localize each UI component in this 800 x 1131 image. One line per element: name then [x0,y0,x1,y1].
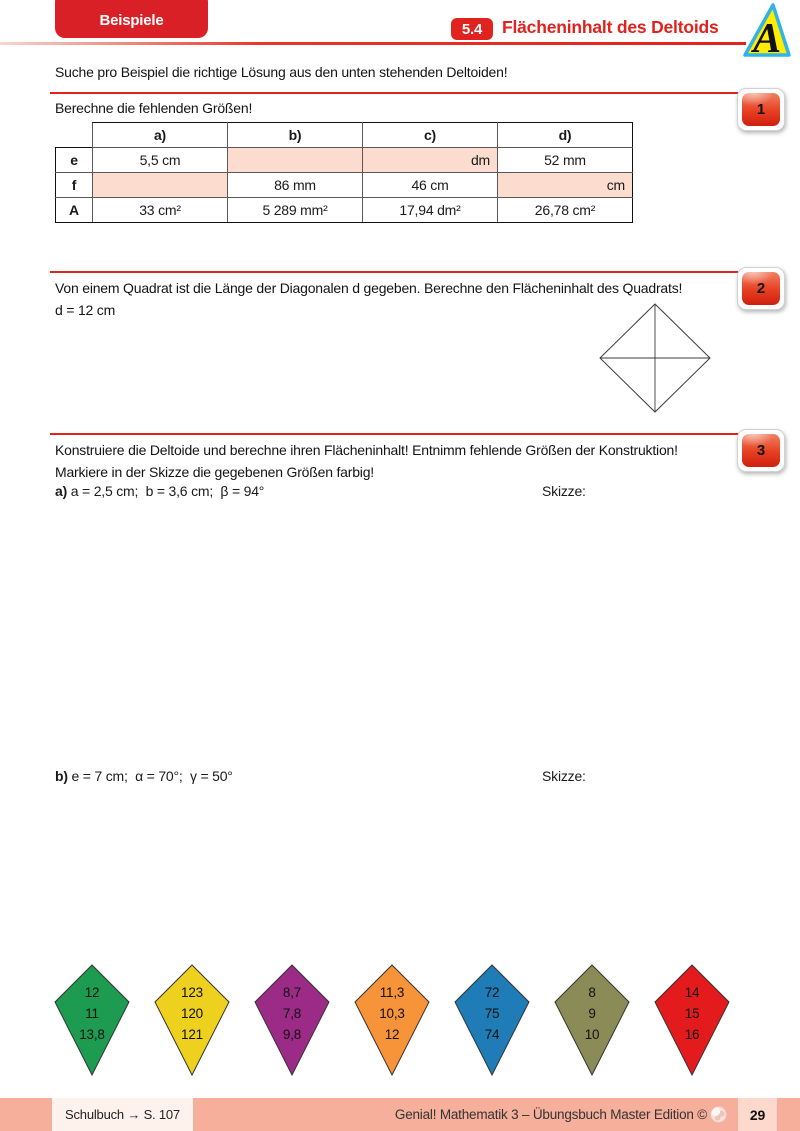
kite-value: 8 [588,985,596,1000]
col-header-a: a) [93,123,228,148]
kite-yellow [152,964,232,1076]
cell-e-a: 5,5 cm [93,148,228,173]
footer-reference: Schulbuch → S. 107 [65,1107,180,1122]
col-header-d: d) [498,123,633,148]
kite-value: 120 [181,1006,203,1021]
kite-values [52,982,132,1045]
kite-value: 74 [484,1027,500,1042]
kite-values [152,982,232,1045]
page-title: Flächeninhalt des Deltoids [502,17,719,37]
kite-value: 11 [85,1006,99,1021]
cell-A-b: 5 289 mm² [228,198,363,223]
task2-number: 2 [742,272,780,305]
table-row-A [56,198,633,223]
item-a-values: a = 2,5 cm; b = 3,6 cm; β = 94° [70,483,265,499]
logo-letter: A [753,16,781,58]
item-a-label: a) [55,483,68,499]
triangle-logo-icon [741,2,793,58]
kite-value: 72 [484,985,500,1000]
square-diagonals-figure [599,303,711,413]
kite-values [252,982,332,1045]
kite-blue [452,964,532,1076]
kite-values [652,982,732,1045]
kite-value: 8,7 [282,985,302,1000]
kite-value: 7,8 [282,1006,302,1021]
sketch-label-a: Skizze: [542,483,586,499]
task2-number-badge [737,267,785,310]
kite-values [452,982,532,1045]
kite-red [652,964,732,1076]
task1-divider [50,92,738,94]
task1-heading: Berechne die fehlenden Größen! [55,100,253,116]
kite-value: 121 [181,1027,203,1042]
row-label-f: f [56,173,93,198]
kite-value: 123 [181,985,203,1000]
kite-orange [352,964,432,1076]
kite-value: 9,8 [282,1027,302,1042]
task2-line1: Von einem Quadrat ist die Länge der Diagonalen d gegeben. Berechne den Flächeninhalt des Quadrats! [55,280,683,296]
item-b-label: b) [55,768,68,784]
footer-credit: Genial! Mathematik 3 – Übungsbuch Master Edition © [394,1107,707,1122]
kite-value: 15 [684,1006,700,1021]
header-tab-label: Beispiele [99,11,164,29]
footer-reference-box [52,1098,193,1131]
cell-A-d: 26,78 cm² [498,198,633,223]
kite-value: 11,3 [379,985,405,1000]
row-label-A: A [56,198,93,223]
kite-value: 14 [684,985,700,1000]
cell-f-b: 86 mm [228,173,363,198]
task3-number-badge [737,429,785,472]
item-b-values: e = 7 cm; α = 70°; γ = 50° [71,768,233,784]
cell-A-c: 17,94 dm² [363,198,498,223]
table-row-f [56,173,633,198]
page-number: 29 [749,1106,766,1123]
publisher-logo [741,2,793,63]
cell-f-d-unit: cm [498,173,633,198]
cell-f-a-blank [93,173,228,198]
kite-value: 12 [84,985,100,1000]
publisher-globe-icon [710,1106,727,1123]
cell-e-b-blank [228,148,363,173]
row-label-e: e [56,148,93,173]
task1-number-badge [737,88,785,131]
measurements-table [55,122,633,223]
kite-value: 13,8 [79,1027,105,1042]
task3-line2: Markiere in der Skizze die gegebenen Größen farbig! [55,464,374,480]
task2-given: d = 12 cm [55,302,116,318]
page-number-box [738,1098,777,1131]
task1-number: 1 [742,93,780,126]
cell-e-c-unit: dm [363,148,498,173]
cell-A-a: 33 cm² [93,198,228,223]
section-number: 5.4 [461,20,483,38]
kite-value: 10,3 [379,1006,405,1021]
kite-value: 12 [384,1027,400,1042]
task3-item-b [55,768,233,784]
table-corner-cell [56,123,93,148]
kite-value: 9 [588,1006,596,1021]
table-header-row [56,123,633,148]
kite-values [352,982,432,1045]
kite-value: 10 [584,1027,600,1042]
cell-e-d: 52 mm [498,148,633,173]
table-row-e [56,148,633,173]
kite-purple [252,964,332,1076]
kite-values [552,982,632,1045]
header-tab [55,0,208,38]
kite-olive [552,964,632,1076]
cell-f-c: 46 cm [363,173,498,198]
intro-text: Suche pro Beispiel die richtige Lösung aus den unten stehenden Deltoiden! [55,64,508,80]
col-header-c: c) [363,123,498,148]
kite-green [52,964,132,1076]
header-divider [0,42,746,45]
kite-value: 16 [684,1027,700,1042]
task3-item-a [55,483,264,499]
kite-value: 75 [484,1006,500,1021]
sketch-label-b: Skizze: [542,768,586,784]
footer-bar [0,1098,800,1131]
task3-text [55,439,739,483]
task3-divider [50,433,738,435]
col-header-b: b) [228,123,363,148]
task3-number: 3 [742,434,780,467]
task3-line1: Konstruiere die Deltoide und berechne ihren Flächeninhalt! Entnimm fehlende Größen der Konstruktion! [55,442,678,458]
section-number-badge [451,18,493,40]
task2-divider [50,271,738,273]
